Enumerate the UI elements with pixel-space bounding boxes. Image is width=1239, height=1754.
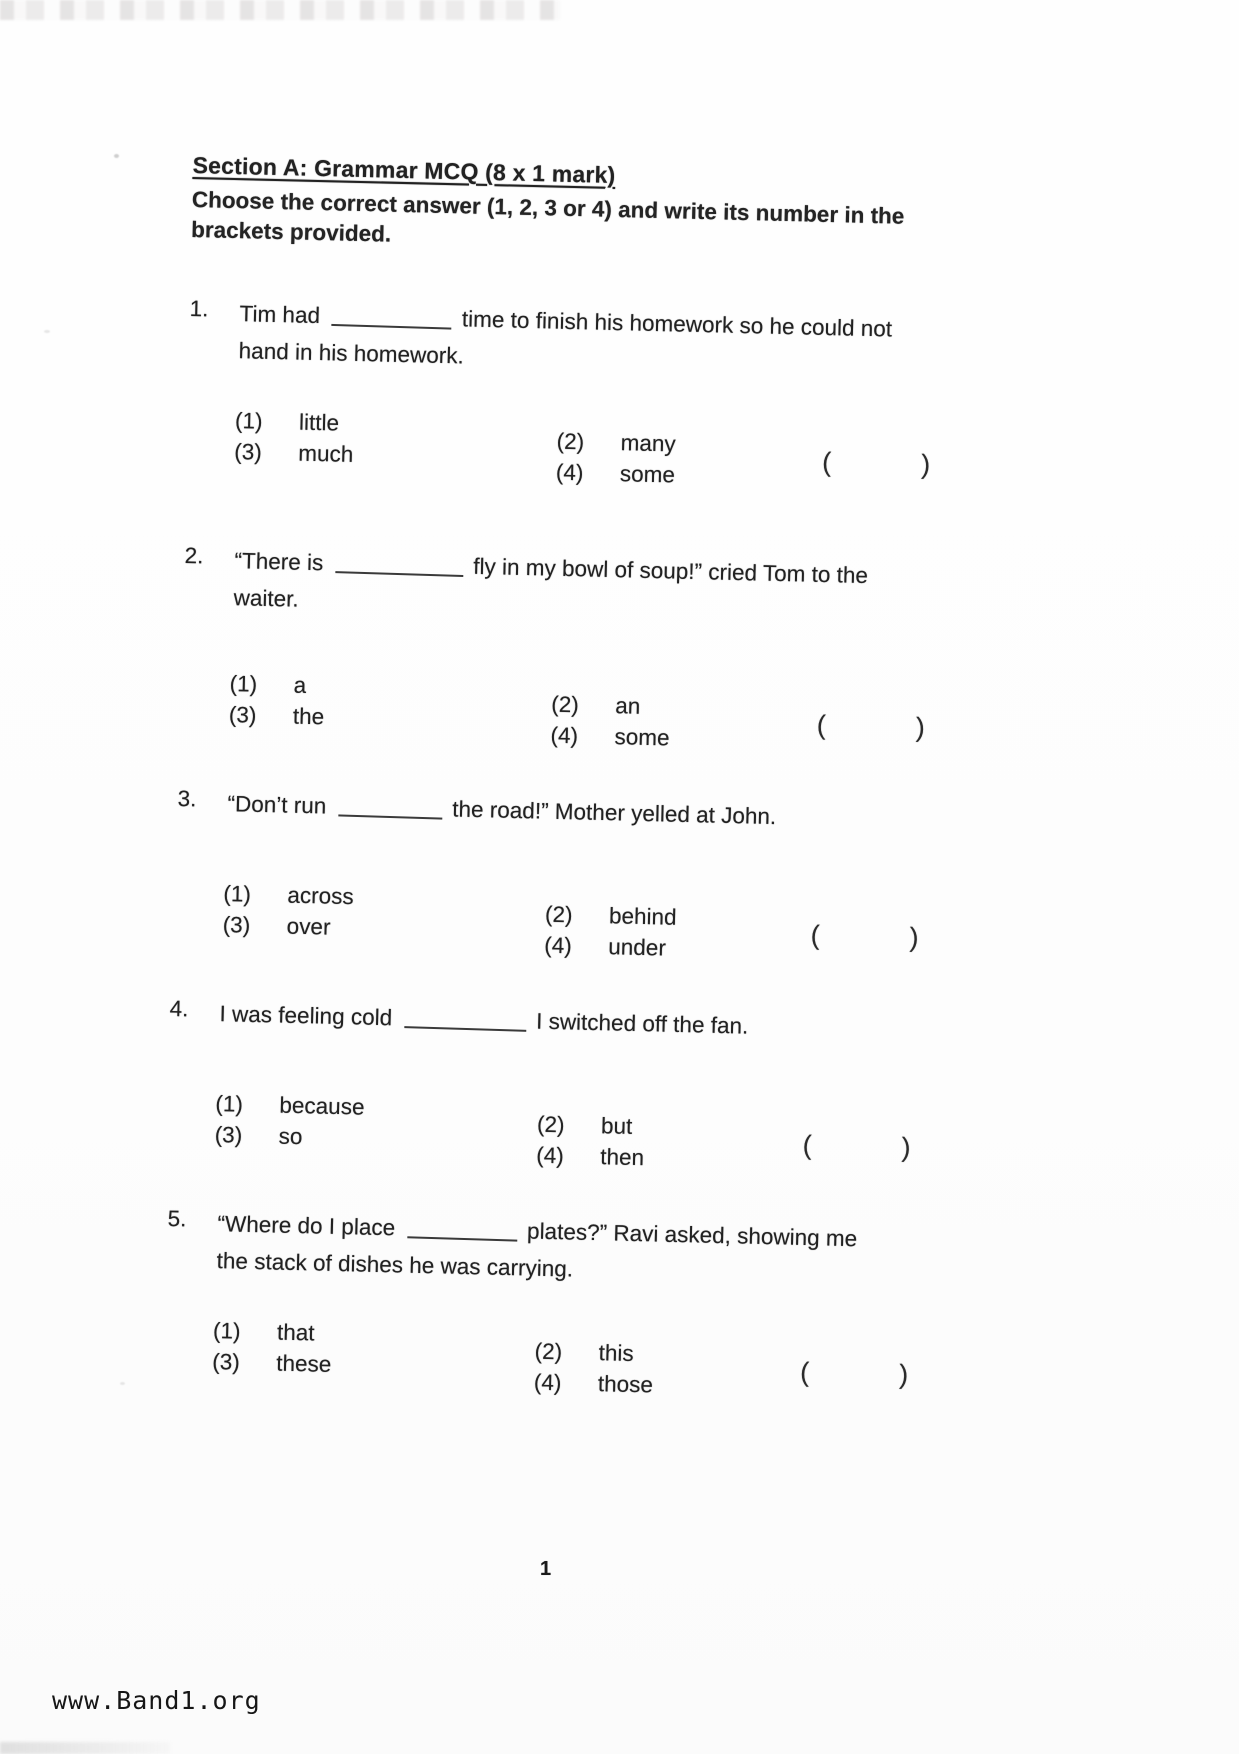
option-1-label: because xyxy=(279,1092,365,1120)
question-text xyxy=(219,997,940,1049)
option-3-label: these xyxy=(276,1350,332,1377)
question-number: 3. xyxy=(177,786,197,812)
watermark-url: www.Band1.org xyxy=(52,1686,261,1715)
answer-bracket-close: ) xyxy=(920,449,931,480)
answer-brackets xyxy=(802,1130,911,1164)
question-text-before: “Where do I place xyxy=(217,1211,396,1241)
question-text-line2: waiter. xyxy=(233,585,300,612)
option-2-label: this xyxy=(598,1339,634,1366)
answer-blank xyxy=(407,1232,517,1241)
option-4-number: (4) xyxy=(544,932,573,959)
option-1-number: (1) xyxy=(223,880,252,907)
page-number: 1 xyxy=(540,1558,552,1580)
answer-brackets xyxy=(810,920,919,954)
option-2-number: (2) xyxy=(556,428,585,455)
question-number: 2. xyxy=(184,543,204,569)
question-number: 4. xyxy=(169,996,189,1022)
answer-brackets xyxy=(822,447,931,481)
option-1-number: (1) xyxy=(229,670,258,697)
options xyxy=(212,1315,943,1398)
answer-bracket-open: ( xyxy=(816,709,827,740)
option-2-number: (2) xyxy=(551,691,580,718)
section-header xyxy=(191,152,968,264)
option-3 xyxy=(229,699,530,737)
question-row xyxy=(183,543,964,633)
option-1-label: that xyxy=(276,1319,315,1346)
question-block xyxy=(174,786,957,961)
answer-blank xyxy=(404,1022,526,1032)
option-3-label: the xyxy=(292,703,325,730)
question-text-after: fly in my bowl of soup!” cried Tom to the xyxy=(473,553,869,589)
option-4-number: (4) xyxy=(536,1142,565,1169)
answer-brackets xyxy=(817,710,926,744)
option-4-label: some xyxy=(619,460,676,488)
question-text-after: the road!” Mother yelled at John. xyxy=(452,796,777,830)
option-3 xyxy=(212,1346,513,1384)
scan-speck xyxy=(120,1382,125,1385)
answer-bracket-open: ( xyxy=(810,919,821,951)
option-3 xyxy=(214,1119,515,1157)
option-4 xyxy=(556,456,817,493)
option-3 xyxy=(222,909,523,947)
answer-blank xyxy=(338,810,442,819)
question-text-before: “There is xyxy=(234,548,324,576)
answer-bracket-close: ) xyxy=(915,712,926,743)
options xyxy=(228,668,960,751)
options-column-right xyxy=(534,1335,795,1403)
option-4-label: those xyxy=(597,1370,654,1398)
scan-speck xyxy=(44,330,50,333)
question-block xyxy=(186,296,970,488)
option-3-number: (3) xyxy=(214,1122,243,1148)
answer-bracket-open: ( xyxy=(799,1356,810,1387)
options-column-left xyxy=(222,878,523,947)
question-block xyxy=(181,543,965,751)
option-2-number: (2) xyxy=(544,901,573,928)
option-2-label: an xyxy=(614,692,641,719)
option-1-label: little xyxy=(298,409,340,436)
options xyxy=(234,405,965,488)
option-3-number: (3) xyxy=(234,438,263,465)
option-4-label: some xyxy=(614,723,670,751)
answer-brackets xyxy=(800,1357,909,1391)
answer-bracket-open: ( xyxy=(802,1129,813,1161)
section-title: Section A: Grammar MCQ (8 x 1 mark) xyxy=(192,152,616,188)
options-column-left xyxy=(234,405,535,474)
options xyxy=(222,878,953,961)
answer-bracket-close: ) xyxy=(909,922,919,953)
answer-blank xyxy=(335,567,463,577)
answer-blank xyxy=(332,320,452,330)
answer-bracket-close: ) xyxy=(901,1132,911,1163)
option-4 xyxy=(544,930,805,967)
question-text-after: plates?” Ravi asked, showing me xyxy=(526,1218,858,1252)
question-text xyxy=(238,297,959,386)
question-text-before: “Don’t run xyxy=(227,791,327,819)
options xyxy=(214,1088,945,1171)
option-3-label: much xyxy=(298,440,354,467)
option-4-label: under xyxy=(608,934,667,961)
option-1-number: (1) xyxy=(212,1317,241,1344)
option-3-number: (3) xyxy=(212,1348,241,1375)
option-3-number: (3) xyxy=(222,912,251,938)
scanner-noise-bottom xyxy=(0,1742,170,1754)
option-2-label: behind xyxy=(608,903,677,930)
section-instructions: Choose the correct answer (1, 2, 3 or 4) and write its number in the brackets provided. xyxy=(190,186,905,248)
question-row xyxy=(188,296,969,386)
option-1-label: a xyxy=(293,672,307,698)
scan-speck xyxy=(114,154,119,158)
question-number: 1. xyxy=(189,296,209,322)
question-row xyxy=(166,1206,947,1296)
question-text xyxy=(227,787,948,839)
options-column-right xyxy=(544,899,805,967)
option-1-number: (1) xyxy=(234,407,263,434)
option-4 xyxy=(534,1366,795,1403)
option-4-number: (4) xyxy=(533,1369,562,1396)
question-text-line2: hand in his homework. xyxy=(238,338,465,369)
options-column-left xyxy=(229,668,530,737)
scanner-noise-top xyxy=(0,0,560,20)
option-3-label: over xyxy=(286,913,331,940)
option-2-number: (2) xyxy=(534,1338,563,1365)
option-4 xyxy=(550,719,811,756)
option-3 xyxy=(234,436,535,474)
options-column-right xyxy=(536,1109,797,1177)
options-column-left xyxy=(212,1315,513,1384)
option-1-number: (1) xyxy=(215,1090,244,1117)
answer-bracket-open: ( xyxy=(821,446,832,477)
option-2-number: (2) xyxy=(536,1111,565,1138)
question-text xyxy=(233,544,954,633)
option-2-label: but xyxy=(600,1113,633,1139)
options-column-right xyxy=(550,688,811,756)
option-1-label: across xyxy=(287,882,355,910)
question-text-after: time to finish his homework so he could not xyxy=(461,306,893,342)
question-text-after: I switched off the fan. xyxy=(535,1008,749,1039)
options-column-left xyxy=(214,1088,515,1157)
question-row xyxy=(177,786,958,839)
question-row xyxy=(169,996,950,1049)
question-text-before: I was feeling cold xyxy=(219,1001,393,1031)
question-block xyxy=(166,996,949,1171)
answer-bracket-close: ) xyxy=(898,1359,909,1390)
question-text-line2: the stack of dishes he was carrying. xyxy=(216,1248,574,1282)
option-3-label: so xyxy=(278,1123,303,1150)
option-4 xyxy=(536,1140,797,1177)
options-column-right xyxy=(556,425,817,493)
option-4-number: (4) xyxy=(555,459,584,486)
option-4-label: then xyxy=(600,1144,645,1171)
option-2-label: many xyxy=(620,429,676,457)
option-4-number: (4) xyxy=(550,722,579,749)
option-3-number: (3) xyxy=(228,701,257,728)
question-text-before: Tim had xyxy=(239,301,321,329)
question-block xyxy=(164,1206,948,1398)
question-number: 5. xyxy=(167,1206,187,1232)
question-text xyxy=(216,1207,937,1296)
